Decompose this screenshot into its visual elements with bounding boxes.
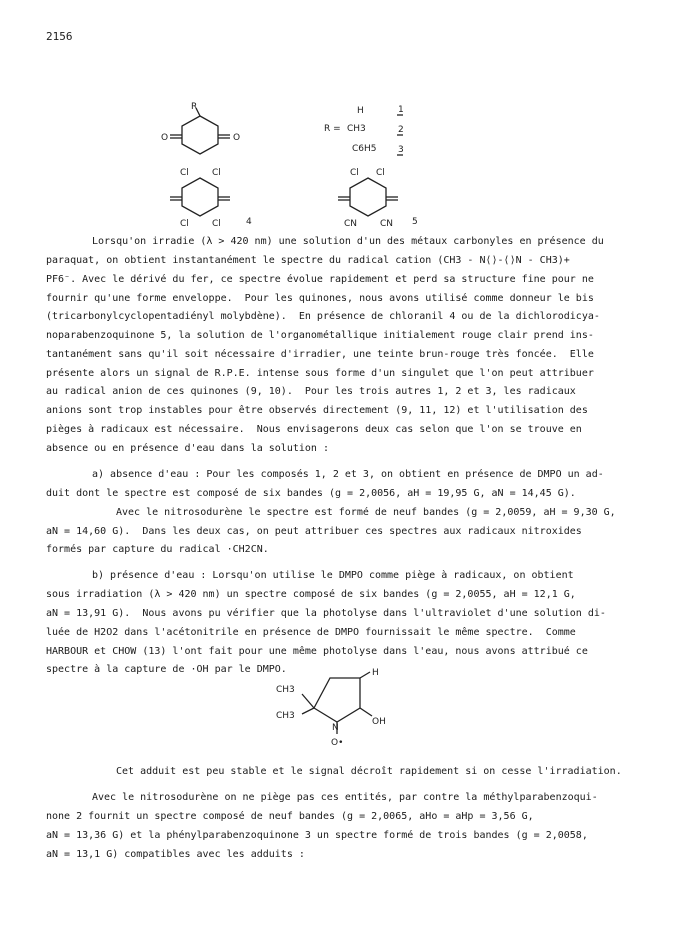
oxygen-label: O bbox=[233, 133, 241, 143]
paragraph-line: formés par capture du radical ·CH2CN. bbox=[46, 544, 269, 555]
paragraph-line: a) absence d'eau : Pour les composés 1, 2 et 3, on obtient en présence de DMPO un ad- bbox=[92, 469, 604, 480]
chlorine-label: Cl bbox=[212, 219, 221, 229]
chlorine-label: Cl bbox=[350, 168, 359, 178]
legend-h: H bbox=[357, 106, 364, 116]
legend-number: 3 bbox=[398, 145, 404, 155]
paragraph-line: duit dont le spectre est composé de six bandes (g = 2,0056, aH = 19,95 G, aN = 14,45 G). bbox=[46, 488, 576, 499]
paragraph-line: présente alors un signal de R.P.E. intense sous forme d'un singulet que l'on peut attribuer bbox=[46, 368, 594, 379]
r-substituent-label: R bbox=[191, 102, 198, 112]
paragraph-line: Avec le nitrosodurène on ne piège pas ces entités, par contre la méthylparabenzoqui- bbox=[92, 792, 598, 803]
paragraph-line: HARBOUR et CHOW (13) l'ont fait pour une même photolyse dans l'eau, nous avons attribué ce bbox=[46, 646, 588, 657]
paragraph-line: aN = 14,60 G). Dans les deux cas, on peut attribuer ces spectres aux radicaux nitroxides bbox=[46, 526, 582, 537]
quinone-structures-figure bbox=[0, 0, 676, 240]
legend-number: 2 bbox=[398, 125, 404, 135]
nitrile-label: CN bbox=[344, 219, 358, 229]
paragraph-line: pièges à radicaux est nécessaire. Nous envisagerons deux cas selon que l'on se trouve en bbox=[46, 424, 582, 435]
legend-ch3: CH3 bbox=[347, 124, 366, 134]
paragraph-line: au radical anion de ces quinones (9, 10). Pour les trois autres 1, 2 et 3, les radicaux bbox=[46, 386, 576, 397]
paragraph-line: spectre à la capture de ·OH par le DMPO. bbox=[46, 664, 287, 675]
paragraph-line: aN = 13,1 G) compatibles avec les adduits : bbox=[46, 849, 305, 860]
paragraph-line: fournir qu'une forme enveloppe. Pour les quinones, nous avons utilisé comme donneur le bis bbox=[46, 293, 594, 304]
legend-c6h5: C6H5 bbox=[352, 144, 377, 154]
paragraph-line: absence ou en présence d'eau dans la solution : bbox=[46, 443, 329, 454]
hydroxyl-label: OH bbox=[372, 717, 386, 727]
nitroxide-oxygen-label: O• bbox=[331, 738, 344, 748]
paragraph-line: anions sont trop instables pour être observés directement (9, 11, 12) et l'utilisation des bbox=[46, 405, 588, 416]
methyl-label: CH3 bbox=[276, 685, 295, 695]
paragraph-line: (tricarbonylcyclopentadiényl molybdène). En présence de chloranil 4 ou de la dichlorodicya- bbox=[46, 311, 600, 322]
paragraph-line: none 2 fournit un spectre composé de neuf bandes (g = 2,0065, aHo = aHp = 3,56 G, bbox=[46, 811, 534, 822]
compound-number-4: 4 bbox=[246, 217, 252, 227]
chlorine-label: Cl bbox=[180, 219, 189, 229]
paragraph-line: paraquat, on obtient instantanément le spectre du radical cation (CH3 - N⟨⟩-⟨⟩N - CH3)+ bbox=[46, 255, 570, 266]
paragraph-line: sous irradiation (λ > 420 nm) un spectre composé de six bandes (g = 2,0055, aH = 12,1 G, bbox=[46, 589, 576, 600]
paragraph-line: Avec le nitrosodurène le spectre est formé de neuf bandes (g = 2,0059, aH = 9,30 G, bbox=[116, 507, 616, 518]
methyl-label: CH3 bbox=[276, 711, 295, 721]
legend-r-equals: R = bbox=[324, 124, 341, 134]
paragraph-line: aN = 13,36 G) et la phénylparabenzoquinone 3 un spectre formé de trois bandes (g = 2,0058, bbox=[46, 830, 588, 841]
paragraph-line: Lorsqu'on irradie (λ > 420 nm) une solution d'un des métaux carbonyles en présence du bbox=[92, 236, 604, 247]
nitrile-label: CN bbox=[380, 219, 394, 229]
paragraph-line: b) présence d'eau : Lorsqu'on utilise le DMPO comme piège à radicaux, on obtient bbox=[92, 570, 574, 581]
chlorine-label: Cl bbox=[180, 168, 189, 178]
chlorine-label: Cl bbox=[376, 168, 385, 178]
paragraph-line: aN = 13,91 G). Nous avons pu vérifier que la photolyse dans l'ultraviolet d'une solution di- bbox=[46, 608, 606, 619]
paragraph-line: PF6⁻. Avec le dérivé du fer, ce spectre évolue rapidement et perd sa structure fine pour ne bbox=[46, 274, 594, 285]
paragraph-line: luée de H2O2 dans l'acétonitrile en présence de DMPO fournissait le même spectre. Comme bbox=[46, 627, 576, 638]
chlorine-label: Cl bbox=[212, 168, 221, 178]
nitrogen-label: N bbox=[332, 723, 339, 733]
legend-number: 1 bbox=[398, 105, 404, 115]
paragraph-line: Cet adduit est peu stable et le signal décroît rapidement si on cesse l'irradiation. bbox=[116, 766, 622, 777]
compound-number-5: 5 bbox=[412, 217, 418, 227]
paragraph-line: noparabenzoquinone 5, la solution de l'organométallique initialement rouge clair prend ins- bbox=[46, 330, 594, 341]
page-number: 2156 bbox=[46, 30, 73, 43]
paragraph-line: tantanément sans qu'il soit nécessaire d'irradier, une teinte brun-rouge très foncée. Elle bbox=[46, 349, 594, 360]
hydrogen-label: H bbox=[372, 668, 379, 678]
oxygen-label: O bbox=[161, 133, 169, 143]
